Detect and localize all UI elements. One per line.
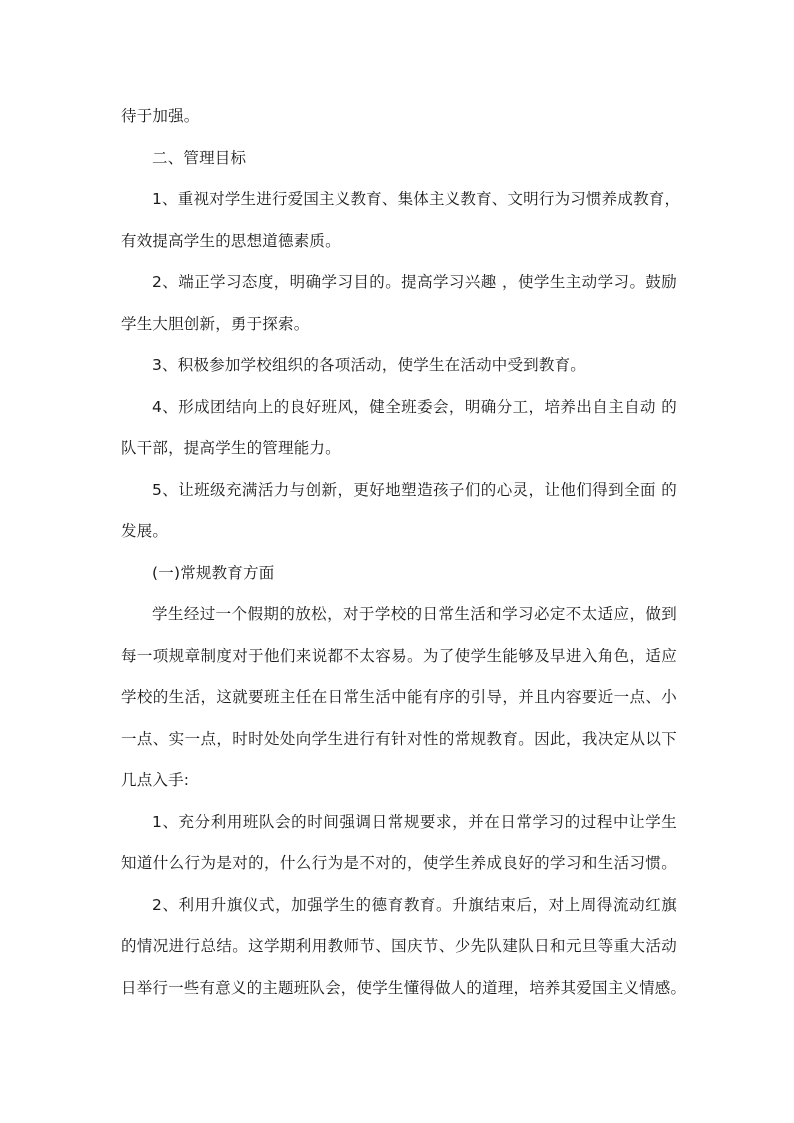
- text-line: 一点、实一点，时时处处向学生进行有针对性的常规教育。因此，我决定从以下: [121, 729, 677, 748]
- text-line: 1、充分利用班队会的时间强调日常规要求，并在日常学习的过程中让学生: [152, 812, 677, 831]
- text-line: 队干部，提高学生的管理能力。: [121, 439, 341, 457]
- text-line: 每一项规章制度对于他们来说都不太容易。为了使学生能够及早进入角色，适应: [121, 646, 677, 665]
- text-line: 4、形成团结向上的良好班风，健全班委会，明确分工，培养出自主自动 的: [152, 397, 677, 416]
- section-heading: 二、管理目标: [152, 148, 247, 167]
- text-line: 学生经过一个假期的放松，对于学校的日常生活和学习必定不太适应，做到: [152, 605, 677, 623]
- text-line: 有效提高学生的思想道德素质。: [121, 231, 341, 250]
- text-line: 日举行一些有意义的主题班队会，使学生懂得做人的道理，培养其爱国主义情感。: [121, 978, 687, 997]
- section-heading: (一)常规教育方面: [152, 563, 275, 582]
- text-line: 知道什么行为是对的，什么行为是不对的，使学生养成良好的学习和生活习惯。: [121, 854, 677, 872]
- text-line: 几点入手:: [121, 771, 190, 789]
- text-line: 学生大胆创新，勇于探索。: [121, 314, 310, 333]
- text-line: 的情况进行总结。这学期利用教师节、国庆节、少先队建队日和元旦等重大活动: [121, 937, 677, 955]
- text-line: 学校的生活，这就要班主任在日常生活中能有序的引导，并且内容要近一点、小: [121, 688, 677, 706]
- text-line: 发展。: [121, 522, 169, 540]
- text-line: 2、利用升旗仪式，加强学生的德育教育。升旗结束后，对上周得流动红旗: [152, 895, 677, 914]
- text-line: 待于加强。: [121, 107, 200, 125]
- text-line: 1、重视对学生进行爱国主义教育、集体主义教育、文明行为习惯养成教育，: [152, 190, 681, 208]
- document-body: [121, 102, 687, 1015]
- text-line: 3、积极参加学校组织的各项活动，使学生在活动中受到教育。: [152, 356, 586, 374]
- text-line: 5、让班级充满活力与创新，更好地塑造孩子们的心灵，让他们得到全面 的: [152, 480, 677, 499]
- text-line: 2、端正学习态度，明确学习目的。提高学习兴趣 ，使学生主动学习。鼓励: [152, 273, 677, 291]
